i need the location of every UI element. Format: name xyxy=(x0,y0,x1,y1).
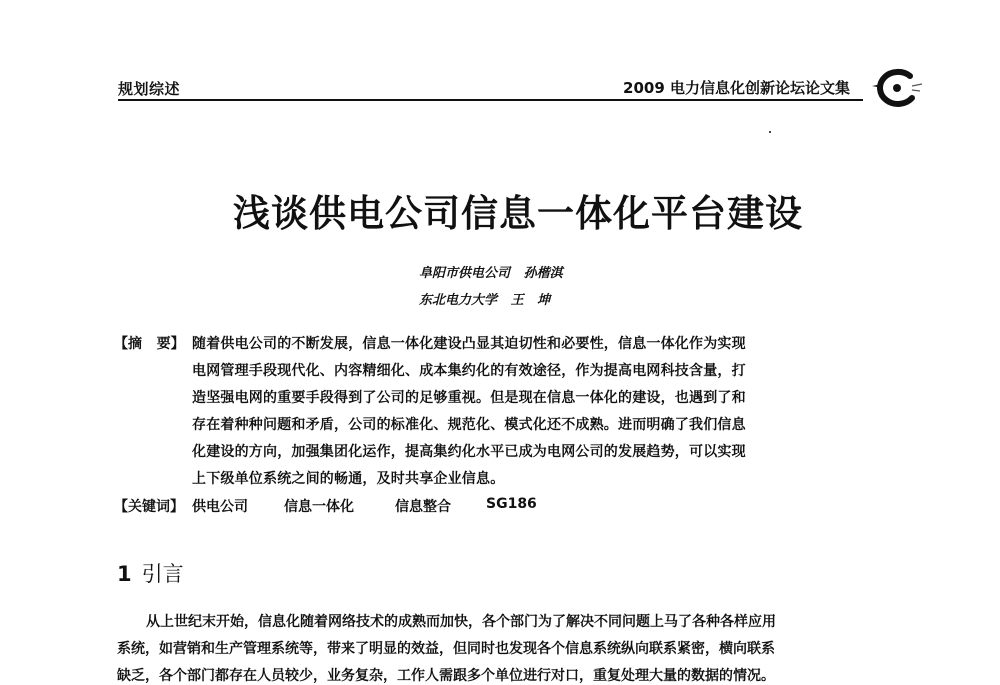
section-number: 1 xyxy=(117,562,132,586)
body-text-line: 缺乏，各个部门都存在人员较少，业务复杂，工作人需跟多个单位进行对口，重复处理大量的数据的情况。 xyxy=(117,668,775,684)
abstract-line: 上下级单位系统之间的畅通，及时共享企业信息。 xyxy=(192,471,505,487)
author-line-1: 阜阳市供电公司 孙楷淇 xyxy=(419,266,563,281)
journal-title: 2009 电力信息化创新论坛论文集 xyxy=(623,79,850,97)
section-label: 规划综述 xyxy=(118,80,181,98)
keyword-item: SG186 xyxy=(486,496,537,512)
keyword-item: 信息整合 xyxy=(395,499,451,515)
conference-logo-icon xyxy=(868,66,926,110)
paper-title: 浅谈供电公司信息一体化平台建设 xyxy=(233,192,803,235)
scan-speck xyxy=(769,131,771,133)
body-text-line: 系统，如营销和生产管理系统等，带来了明显的效益，但同时也发现各个信息系统纵向联系紧密，横向联系 xyxy=(117,641,775,657)
abstract-line: 造坚强电网的重要手段得到了公司的足够重视。但是现在信息一体化的建设，也遇到了和 xyxy=(192,390,746,406)
keyword-item: 信息一体化 xyxy=(284,499,354,515)
keywords-label: 【关键词】 xyxy=(114,499,184,515)
section-title: 引言 xyxy=(141,562,184,586)
abstract-line: 化建设的方向，加强集团化运作，提高集约化水平已成为电网公司的发展趋势，可以实现 xyxy=(192,444,746,460)
body-text-line: 从上世纪末开始，信息化随着网络技术的成熟而加快，各个部门为了解决不同问题上马了各种各样应用 xyxy=(146,614,776,630)
abstract-line: 存在着种种问题和矛盾，公司的标准化、规范化、模式化还不成熟。进而明确了我们信息 xyxy=(192,417,746,433)
keyword-item: 供电公司 xyxy=(192,499,248,515)
author-line-2: 东北电力大学 王 坤 xyxy=(419,293,551,308)
abstract-line: 电网管理手段现代化、内容精细化、成本集约化的有效途径，作为提高电网科技含量，打 xyxy=(192,363,746,379)
abstract-label: 【摘 要】 xyxy=(114,336,185,352)
section-heading xyxy=(117,558,184,588)
abstract-line: 随着供电公司的不断发展，信息一体化建设凸显其迫切性和必要性，信息一体化作为实现 xyxy=(192,336,746,352)
header-rule xyxy=(118,99,863,101)
